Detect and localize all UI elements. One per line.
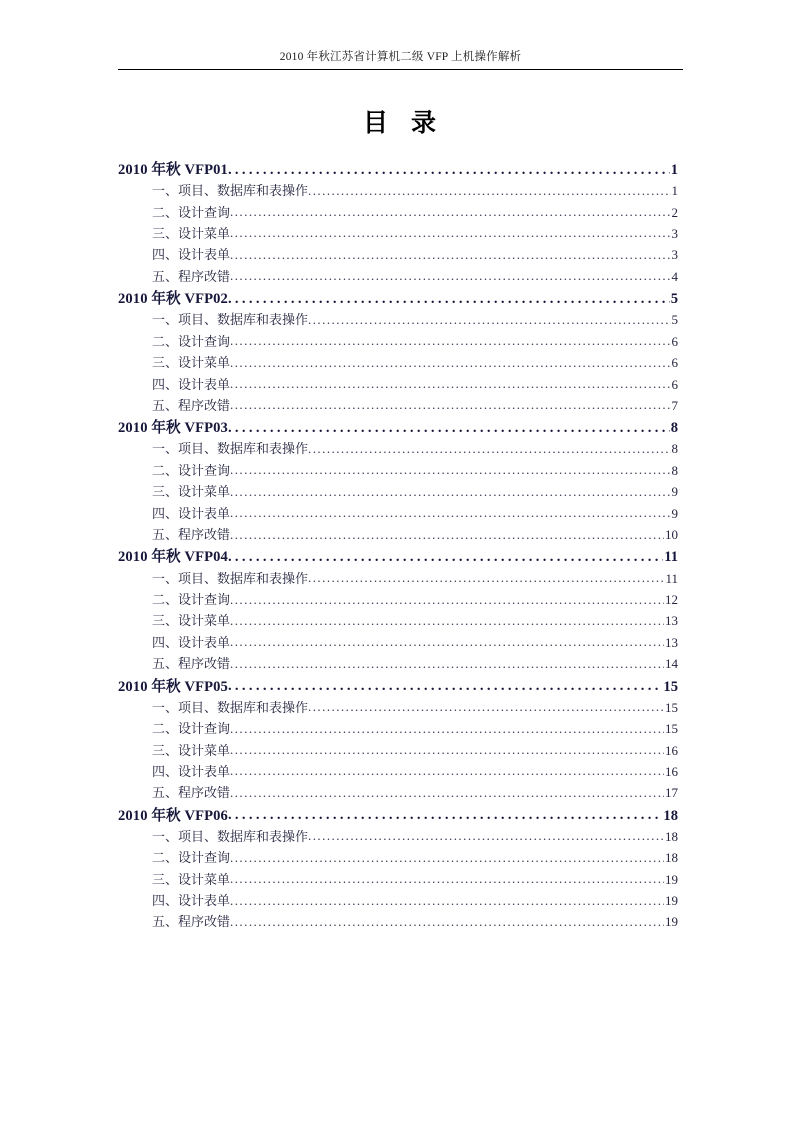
toc-entry-label: 五、程序改错 <box>152 656 231 672</box>
toc-chapter-page-number: 5 <box>670 291 678 308</box>
toc-dot-leader <box>230 893 664 909</box>
toc-dot-leader <box>228 291 670 308</box>
toc-group <box>118 287 678 416</box>
toc-entry-label: 一、项目、数据库和表操作 <box>152 699 309 715</box>
toc-entry-label: 一、项目、数据库和表操作 <box>152 570 309 586</box>
toc-entry-page-number: 17 <box>665 785 678 801</box>
toc-dot-leader <box>308 699 664 715</box>
toc-dot-leader <box>230 247 670 263</box>
toc-entry-label: 四、设计表单 <box>152 247 231 263</box>
toc-entry-row[interactable] <box>118 503 678 524</box>
toc-entry-row[interactable] <box>118 331 678 352</box>
toc-entry-row[interactable] <box>118 653 678 674</box>
toc-chapter-row[interactable] <box>118 158 678 180</box>
toc-entry-row[interactable] <box>118 568 678 589</box>
toc-entry-page-number: 8 <box>671 462 678 478</box>
toc-chapter-label: 2010 年秋 VFP02 <box>118 291 228 308</box>
toc-entry-row[interactable] <box>118 438 678 459</box>
toc-dot-leader <box>230 505 670 521</box>
toc-dot-leader <box>228 420 670 437</box>
toc-group <box>118 416 678 545</box>
toc-entry-row[interactable] <box>118 761 678 782</box>
page-title-char-second: 录 <box>411 110 438 137</box>
toc-dot-leader <box>230 763 664 779</box>
toc-entry-label: 二、设计查询 <box>152 204 231 220</box>
toc-dot-leader <box>230 225 670 241</box>
toc-chapter-page-number: 18 <box>663 807 678 824</box>
toc-chapter-row[interactable] <box>118 804 678 826</box>
toc-entry-label: 一、项目、数据库和表操作 <box>152 183 309 199</box>
toc-entry-page-number: 3 <box>671 247 678 263</box>
toc-entry-row[interactable] <box>118 524 678 545</box>
toc-entry-label: 一、项目、数据库和表操作 <box>152 828 309 844</box>
toc-dot-leader <box>230 656 664 672</box>
page-title <box>0 103 800 139</box>
toc-chapter-label: 2010 年秋 VFP03 <box>118 420 228 437</box>
toc-entry-page-number: 14 <box>665 656 678 672</box>
toc-entry-label: 五、程序改错 <box>152 268 231 284</box>
toc-entry-page-number: 5 <box>671 312 678 328</box>
toc-chapter-label: 2010 年秋 VFP04 <box>118 549 228 566</box>
toc-entry-page-number: 18 <box>665 850 678 866</box>
toc-entry-row[interactable] <box>118 847 678 868</box>
toc-entry-label: 五、程序改错 <box>152 527 231 543</box>
toc-chapter-row[interactable] <box>118 675 678 697</box>
toc-entry-row[interactable] <box>118 697 678 718</box>
toc-entry-row[interactable] <box>118 826 678 847</box>
toc-entry-page-number: 9 <box>671 505 678 521</box>
toc-entry-row[interactable] <box>118 374 678 395</box>
toc-entry-label: 四、设计表单 <box>152 634 231 650</box>
table-of-contents <box>118 158 678 933</box>
toc-entry-row[interactable] <box>118 740 678 761</box>
toc-entry-page-number: 9 <box>671 484 678 500</box>
toc-entry-label: 二、设计查询 <box>152 592 231 607</box>
toc-entry-row[interactable] <box>118 352 678 373</box>
toc-dot-leader <box>230 355 670 371</box>
toc-entry-page-number: 15 <box>665 699 678 715</box>
toc-entry-label: 三、设计菜单 <box>152 484 231 500</box>
toc-entry-row[interactable] <box>118 782 678 803</box>
toc-group <box>118 804 678 933</box>
toc-entry-label: 四、设计表单 <box>152 893 231 909</box>
toc-dot-leader <box>228 162 670 179</box>
toc-dot-leader <box>308 570 664 586</box>
toc-dot-leader <box>308 828 664 844</box>
header-divider <box>118 69 683 70</box>
toc-dot-leader <box>230 871 664 887</box>
toc-entry-row[interactable] <box>118 180 678 201</box>
toc-entry-page-number: 7 <box>671 397 678 413</box>
toc-dot-leader <box>230 397 670 413</box>
toc-entry-page-number: 16 <box>665 742 678 758</box>
toc-dot-leader <box>228 549 663 566</box>
toc-entry-label: 二、设计查询 <box>152 333 231 349</box>
toc-dot-leader <box>230 914 664 930</box>
toc-entry-label: 五、程序改错 <box>152 914 231 930</box>
toc-dot-leader <box>230 785 664 801</box>
toc-dot-leader <box>230 613 664 629</box>
toc-entry-label: 三、设计菜单 <box>152 355 231 371</box>
toc-entry-page-number: 6 <box>671 376 678 392</box>
toc-entry-row[interactable] <box>118 309 678 330</box>
toc-entry-label: 三、设计菜单 <box>152 871 231 887</box>
toc-dot-leader <box>230 742 664 758</box>
toc-chapter-page-number: 8 <box>670 420 678 437</box>
toc-entry-label: 五、程序改错 <box>152 397 231 413</box>
toc-group <box>118 545 678 674</box>
toc-dot-leader <box>230 484 670 500</box>
toc-dot-leader <box>230 376 670 392</box>
toc-dot-leader <box>230 592 664 608</box>
toc-entry-row[interactable] <box>118 395 678 416</box>
toc-entry-label: 三、设计菜单 <box>152 613 231 629</box>
toc-entry-page-number: 16 <box>665 763 678 779</box>
toc-entry-row[interactable] <box>118 589 678 610</box>
toc-entry-page-number: 8 <box>671 441 678 457</box>
toc-entry-row[interactable] <box>118 718 678 739</box>
toc-entry-page-number: 12 <box>665 592 678 607</box>
toc-entry-row[interactable] <box>118 610 678 631</box>
toc-entry-row[interactable] <box>118 202 678 223</box>
toc-dot-leader <box>308 183 670 199</box>
toc-dot-leader <box>308 312 670 328</box>
toc-entry-page-number: 6 <box>671 355 678 371</box>
toc-dot-leader <box>230 204 670 220</box>
toc-entry-page-number: 4 <box>671 268 678 284</box>
toc-entry-page-number: 6 <box>671 333 678 349</box>
toc-entry-label: 五、程序改错 <box>152 785 231 801</box>
toc-entry-row[interactable] <box>118 890 678 911</box>
toc-entry-page-number: 11 <box>665 570 678 586</box>
toc-entry-page-number: 15 <box>665 721 678 737</box>
toc-dot-leader <box>230 333 670 349</box>
toc-entry-page-number: 19 <box>665 871 678 887</box>
toc-entry-row[interactable] <box>118 481 678 502</box>
toc-entry-row[interactable] <box>118 266 678 287</box>
toc-entry-label: 一、项目、数据库和表操作 <box>152 441 309 457</box>
toc-entry-page-number: 13 <box>665 634 678 650</box>
toc-entry-label: 二、设计查询 <box>152 850 231 866</box>
toc-chapter-row[interactable] <box>118 545 678 567</box>
toc-entry-label: 三、设计菜单 <box>152 225 231 241</box>
toc-dot-leader <box>230 527 664 543</box>
toc-dot-leader <box>230 721 664 737</box>
toc-entry-page-number: 13 <box>665 613 678 629</box>
toc-dot-leader <box>228 678 662 695</box>
page-header <box>118 50 683 78</box>
toc-entry-row[interactable] <box>118 460 678 481</box>
toc-entry-row[interactable] <box>118 911 678 932</box>
toc-dot-leader <box>230 268 670 284</box>
toc-chapter-row[interactable] <box>118 287 678 309</box>
toc-dot-leader <box>308 441 670 457</box>
page-title-char-first: 目 <box>362 110 389 137</box>
toc-entry-row[interactable] <box>118 632 678 653</box>
toc-entry-row[interactable] <box>118 223 678 244</box>
running-head-text: 2010 年秋江苏省计算机二级 VFP 上机操作解析 <box>279 51 522 63</box>
toc-entry-page-number: 18 <box>665 828 678 844</box>
toc-dot-leader <box>230 462 670 478</box>
toc-dot-leader <box>230 634 664 650</box>
toc-entry-label: 四、设计表单 <box>152 763 231 779</box>
toc-chapter-page-number: 1 <box>670 162 678 178</box>
toc-chapter-label: 2010 年秋 VFP01 <box>118 162 228 178</box>
toc-chapter-row[interactable] <box>118 416 678 438</box>
toc-entry-page-number: 1 <box>671 183 678 199</box>
toc-chapter-label: 2010 年秋 VFP05 <box>118 678 228 695</box>
toc-entry-label: 二、设计查询 <box>152 721 231 737</box>
toc-entry-page-number: 2 <box>671 204 678 220</box>
toc-chapter-label: 2010 年秋 VFP06 <box>118 807 228 824</box>
toc-group <box>118 675 678 804</box>
toc-chapter-page-number: 11 <box>664 549 678 566</box>
toc-entry-page-number: 19 <box>665 914 678 930</box>
toc-group <box>118 158 678 287</box>
toc-dot-leader <box>228 807 662 824</box>
toc-entry-page-number: 3 <box>671 225 678 241</box>
toc-entry-label: 四、设计表单 <box>152 505 231 521</box>
toc-entry-label: 三、设计菜单 <box>152 742 231 758</box>
toc-entry-page-number: 10 <box>665 527 678 543</box>
toc-entry-page-number: 19 <box>665 893 678 909</box>
toc-entry-label: 一、项目、数据库和表操作 <box>152 312 309 328</box>
toc-entry-label: 四、设计表单 <box>152 376 231 392</box>
toc-entry-row[interactable] <box>118 244 678 265</box>
toc-dot-leader <box>230 850 664 866</box>
toc-chapter-page-number: 15 <box>663 678 678 695</box>
toc-entry-row[interactable] <box>118 869 678 890</box>
toc-entry-label: 二、设计查询 <box>152 462 231 478</box>
